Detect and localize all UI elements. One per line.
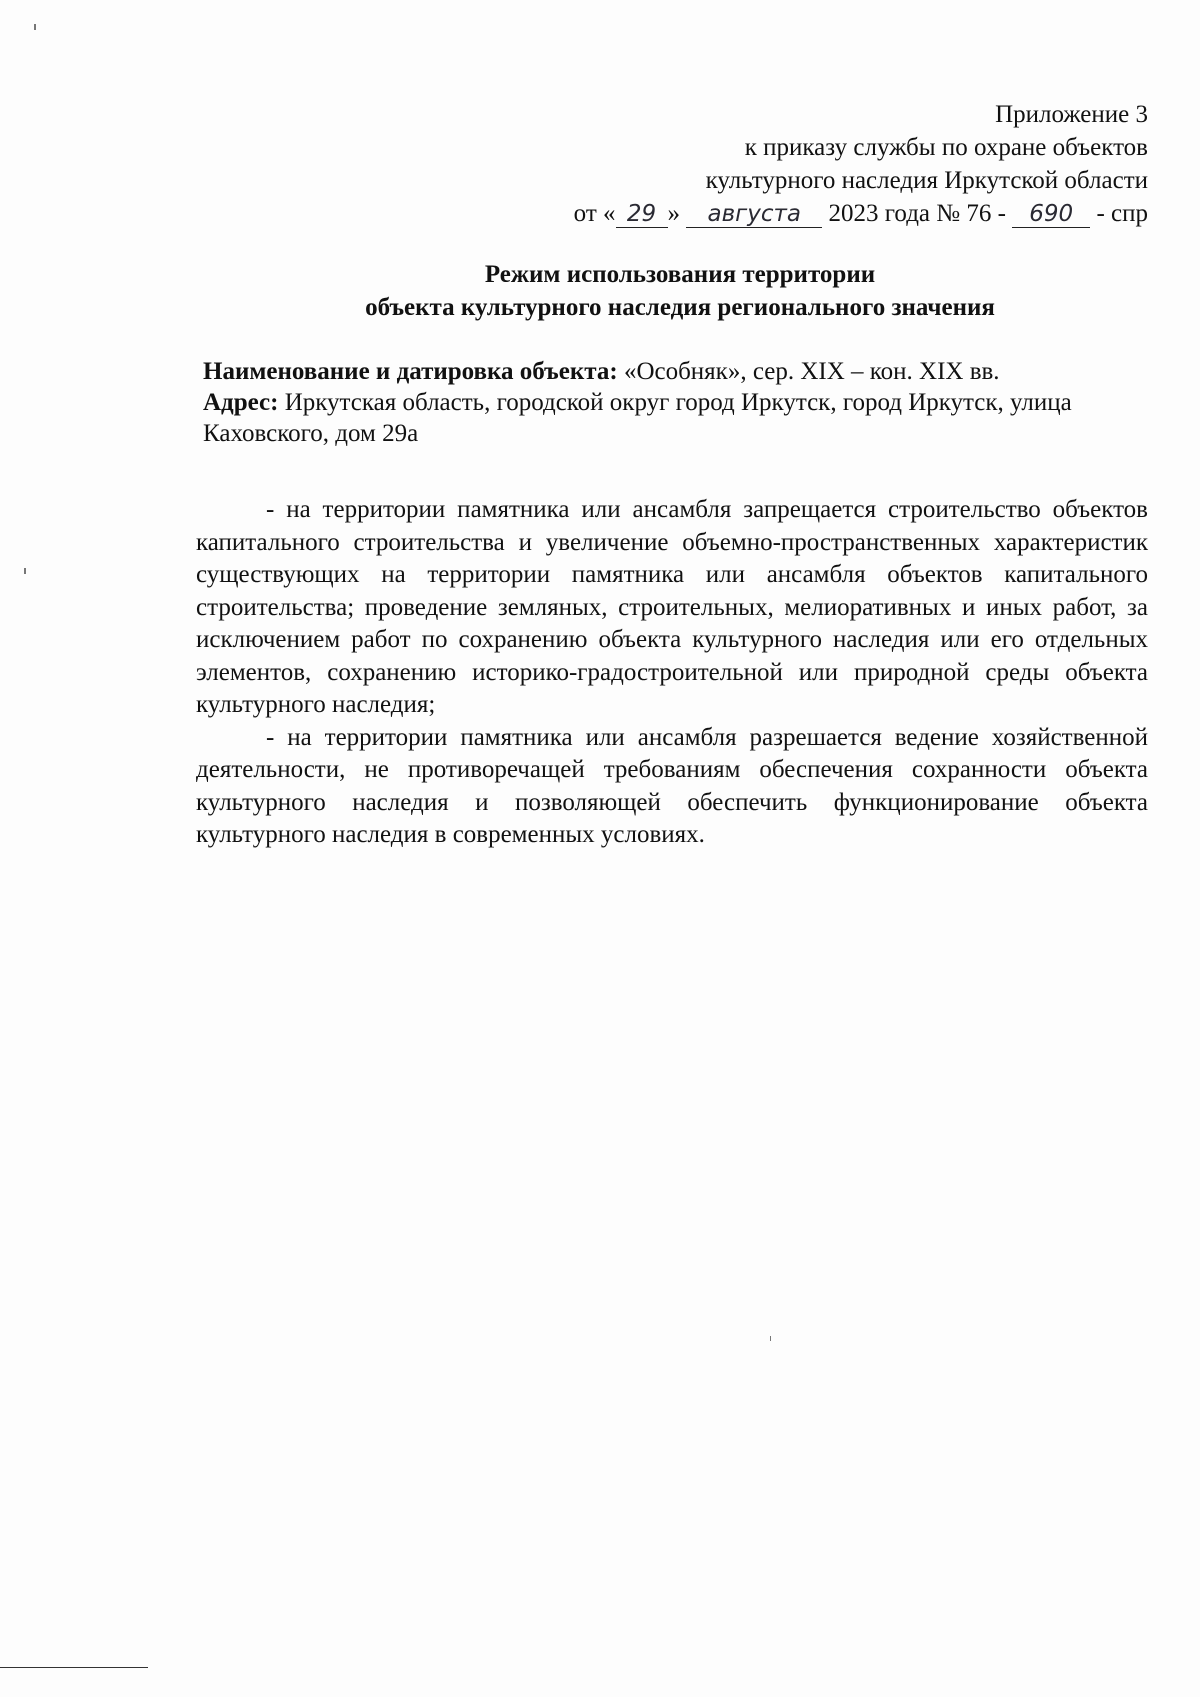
object-name-row: [203, 356, 1155, 387]
footer-rule: [0, 1667, 148, 1668]
usage-regime-text: [196, 494, 1148, 852]
order-suffix: - спр: [1096, 200, 1148, 227]
object-info: [203, 356, 1155, 449]
date-quote-close: »: [667, 200, 681, 227]
appendix-header: [448, 98, 1148, 230]
scan-speck: [34, 24, 36, 30]
year-and-number-prefix: 2023 года № 76 -: [828, 200, 1006, 227]
object-name-value: «Особняк», сер. XIX – кон. XIX вв.: [623, 358, 1000, 385]
date-prefix: от «: [573, 200, 616, 227]
appendix-date-line: [448, 197, 1148, 230]
handwritten-day: 29: [616, 201, 668, 228]
title-line-2: объекта культурного наследия регионального значения: [365, 294, 995, 321]
handwritten-order-number: 690: [1012, 201, 1090, 228]
scan-speck: [24, 568, 26, 574]
title-line-1: Режим использования территории: [484, 261, 876, 288]
rule-paragraph-permissions: - на территории памятника или ансамбля разрешается ведение хозяйственной деятельности, не противоречащей требованиям обеспечения сохранности объекта культурного наследия и позволяющей обеспечить функционирование объекта культурного наследия в современных условиях.: [196, 723, 1148, 848]
document-title: [200, 258, 1160, 324]
object-name-label: Наименование и датировка объекта:: [203, 358, 618, 385]
rule-paragraph-prohibitions: - на территории памятника или ансамбля запрещается строительство объектов капитального строительства и увеличение объемно-пространственных характеристик существующих на территории памятника или ансамбля объектов капитального строительства; проведение земляных, строительных, мелиоративных и иных работ, за исключением работ по сохранению объекта культурного наследия или его отдельных элементов, сохранению историко-градостроительной или природной среды объекта культурного наследия;: [196, 496, 1148, 718]
handwritten-month: августа: [686, 201, 822, 228]
appendix-title: Приложение 3: [995, 101, 1148, 128]
object-address-row: [203, 387, 1155, 449]
object-address-value: Иркутская область, городской округ город Иркутск, город Иркутск, улица Каховского, дом 29а: [203, 389, 1072, 447]
appendix-order-line: к приказу службы по охране объектов: [744, 134, 1148, 161]
object-address-label: Адрес:: [203, 389, 279, 416]
scan-speck: [770, 1336, 771, 1341]
appendix-authority-line: культурного наследия Иркутской области: [705, 167, 1148, 194]
